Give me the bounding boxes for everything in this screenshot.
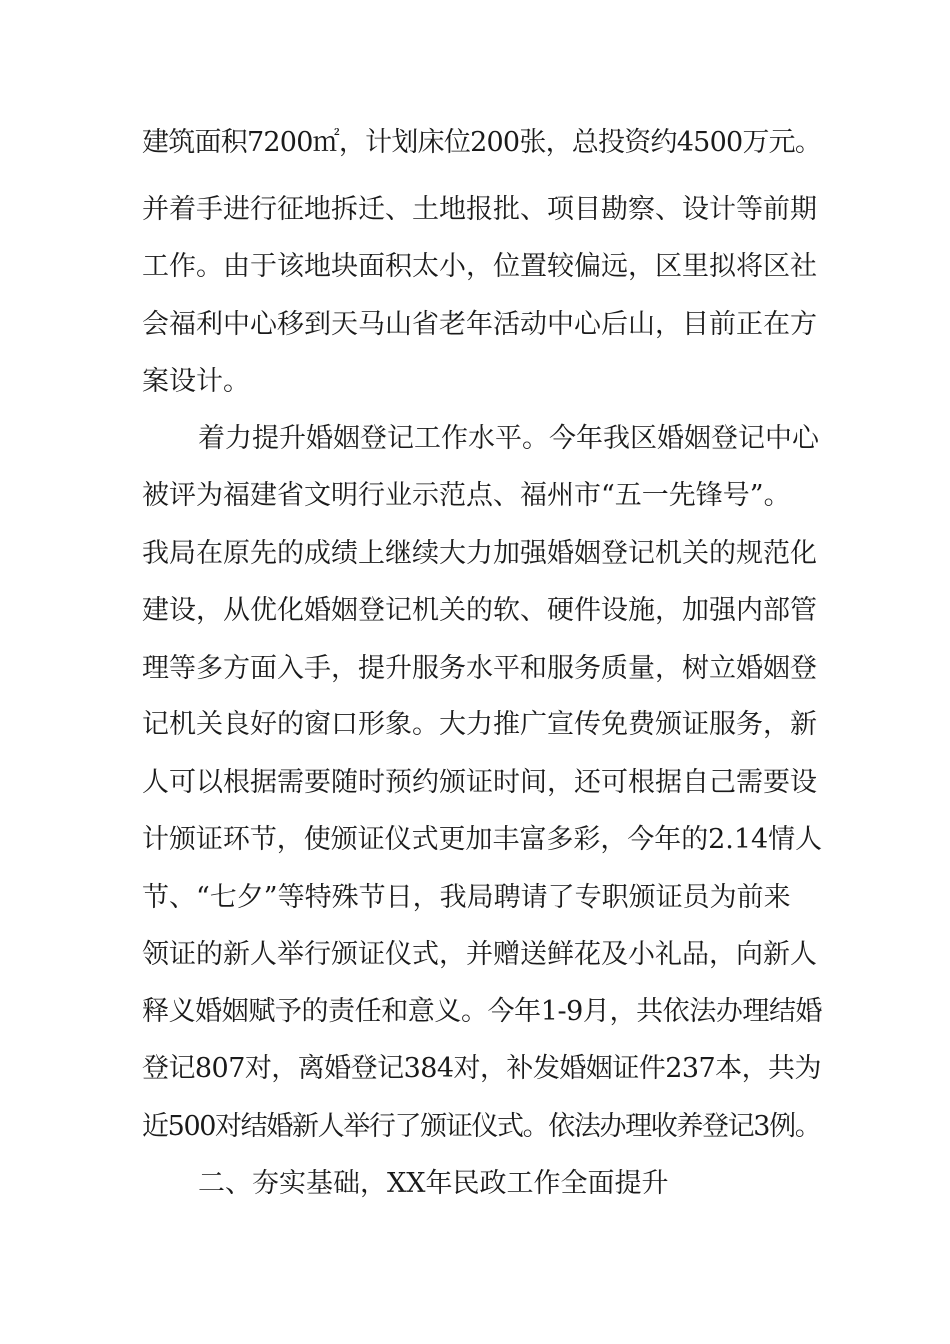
text-line: 我局在原先的成绩上继续大力加强婚姻登记机关的规范化 [142, 538, 817, 569]
text-line: 建筑面积7200㎡，计划床位200张，总投资约4500万元。 [142, 127, 822, 158]
text-line: 释义婚姻赋予的责任和意义。今年1-9月，共依法办理结婚 [142, 996, 823, 1027]
text-line: 会福利中心移到天马山省老年活动中心后山，目前正在方 [142, 309, 817, 340]
text-line: 建设，从优化婚姻登记机关的软、硬件设施，加强内部管 [142, 595, 817, 626]
text-line: 节、“七夕”等特殊节日，我局聘请了专职颁证员为前来 [142, 882, 791, 913]
text-line: 被评为福建省文明行业示范点、福州市“五一先锋号”。 [142, 480, 791, 511]
text-line: 领证的新人举行颁证仪式，并赠送鲜花及小礼品，向新人 [142, 939, 817, 970]
paragraph-start-line: 着力提升婚姻登记工作水平。今年我区婚姻登记中心 [198, 423, 819, 454]
text-line: 工作。由于该地块面积太小，位置较偏远，区里拟将区社 [142, 251, 817, 282]
text-line: 近500对结婚新人举行了颁证仪式。依法办理收养登记3例。 [142, 1111, 821, 1142]
section-heading: 二、夯实基础，XX年民政工作全面提升 [198, 1168, 669, 1199]
text-line: 案设计。 [142, 366, 250, 397]
text-line: 记机关良好的窗口形象。大力推广宣传免费颁证服务，新 [142, 709, 817, 740]
text-line: 计颁证环节，使颁证仪式更加丰富多彩，今年的2.14情人 [142, 824, 823, 855]
text-line: 理等多方面入手，提升服务水平和服务质量，树立婚姻登 [142, 653, 817, 684]
text-line: 并着手进行征地拆迁、土地报批、项目勘察、设计等前期 [142, 194, 817, 225]
text-line: 登记807对，离婚登记384对，补发婚姻证件237本，共为 [142, 1053, 821, 1084]
text-line: 人可以根据需要随时预约颁证时间，还可根据自己需要设 [142, 767, 817, 798]
